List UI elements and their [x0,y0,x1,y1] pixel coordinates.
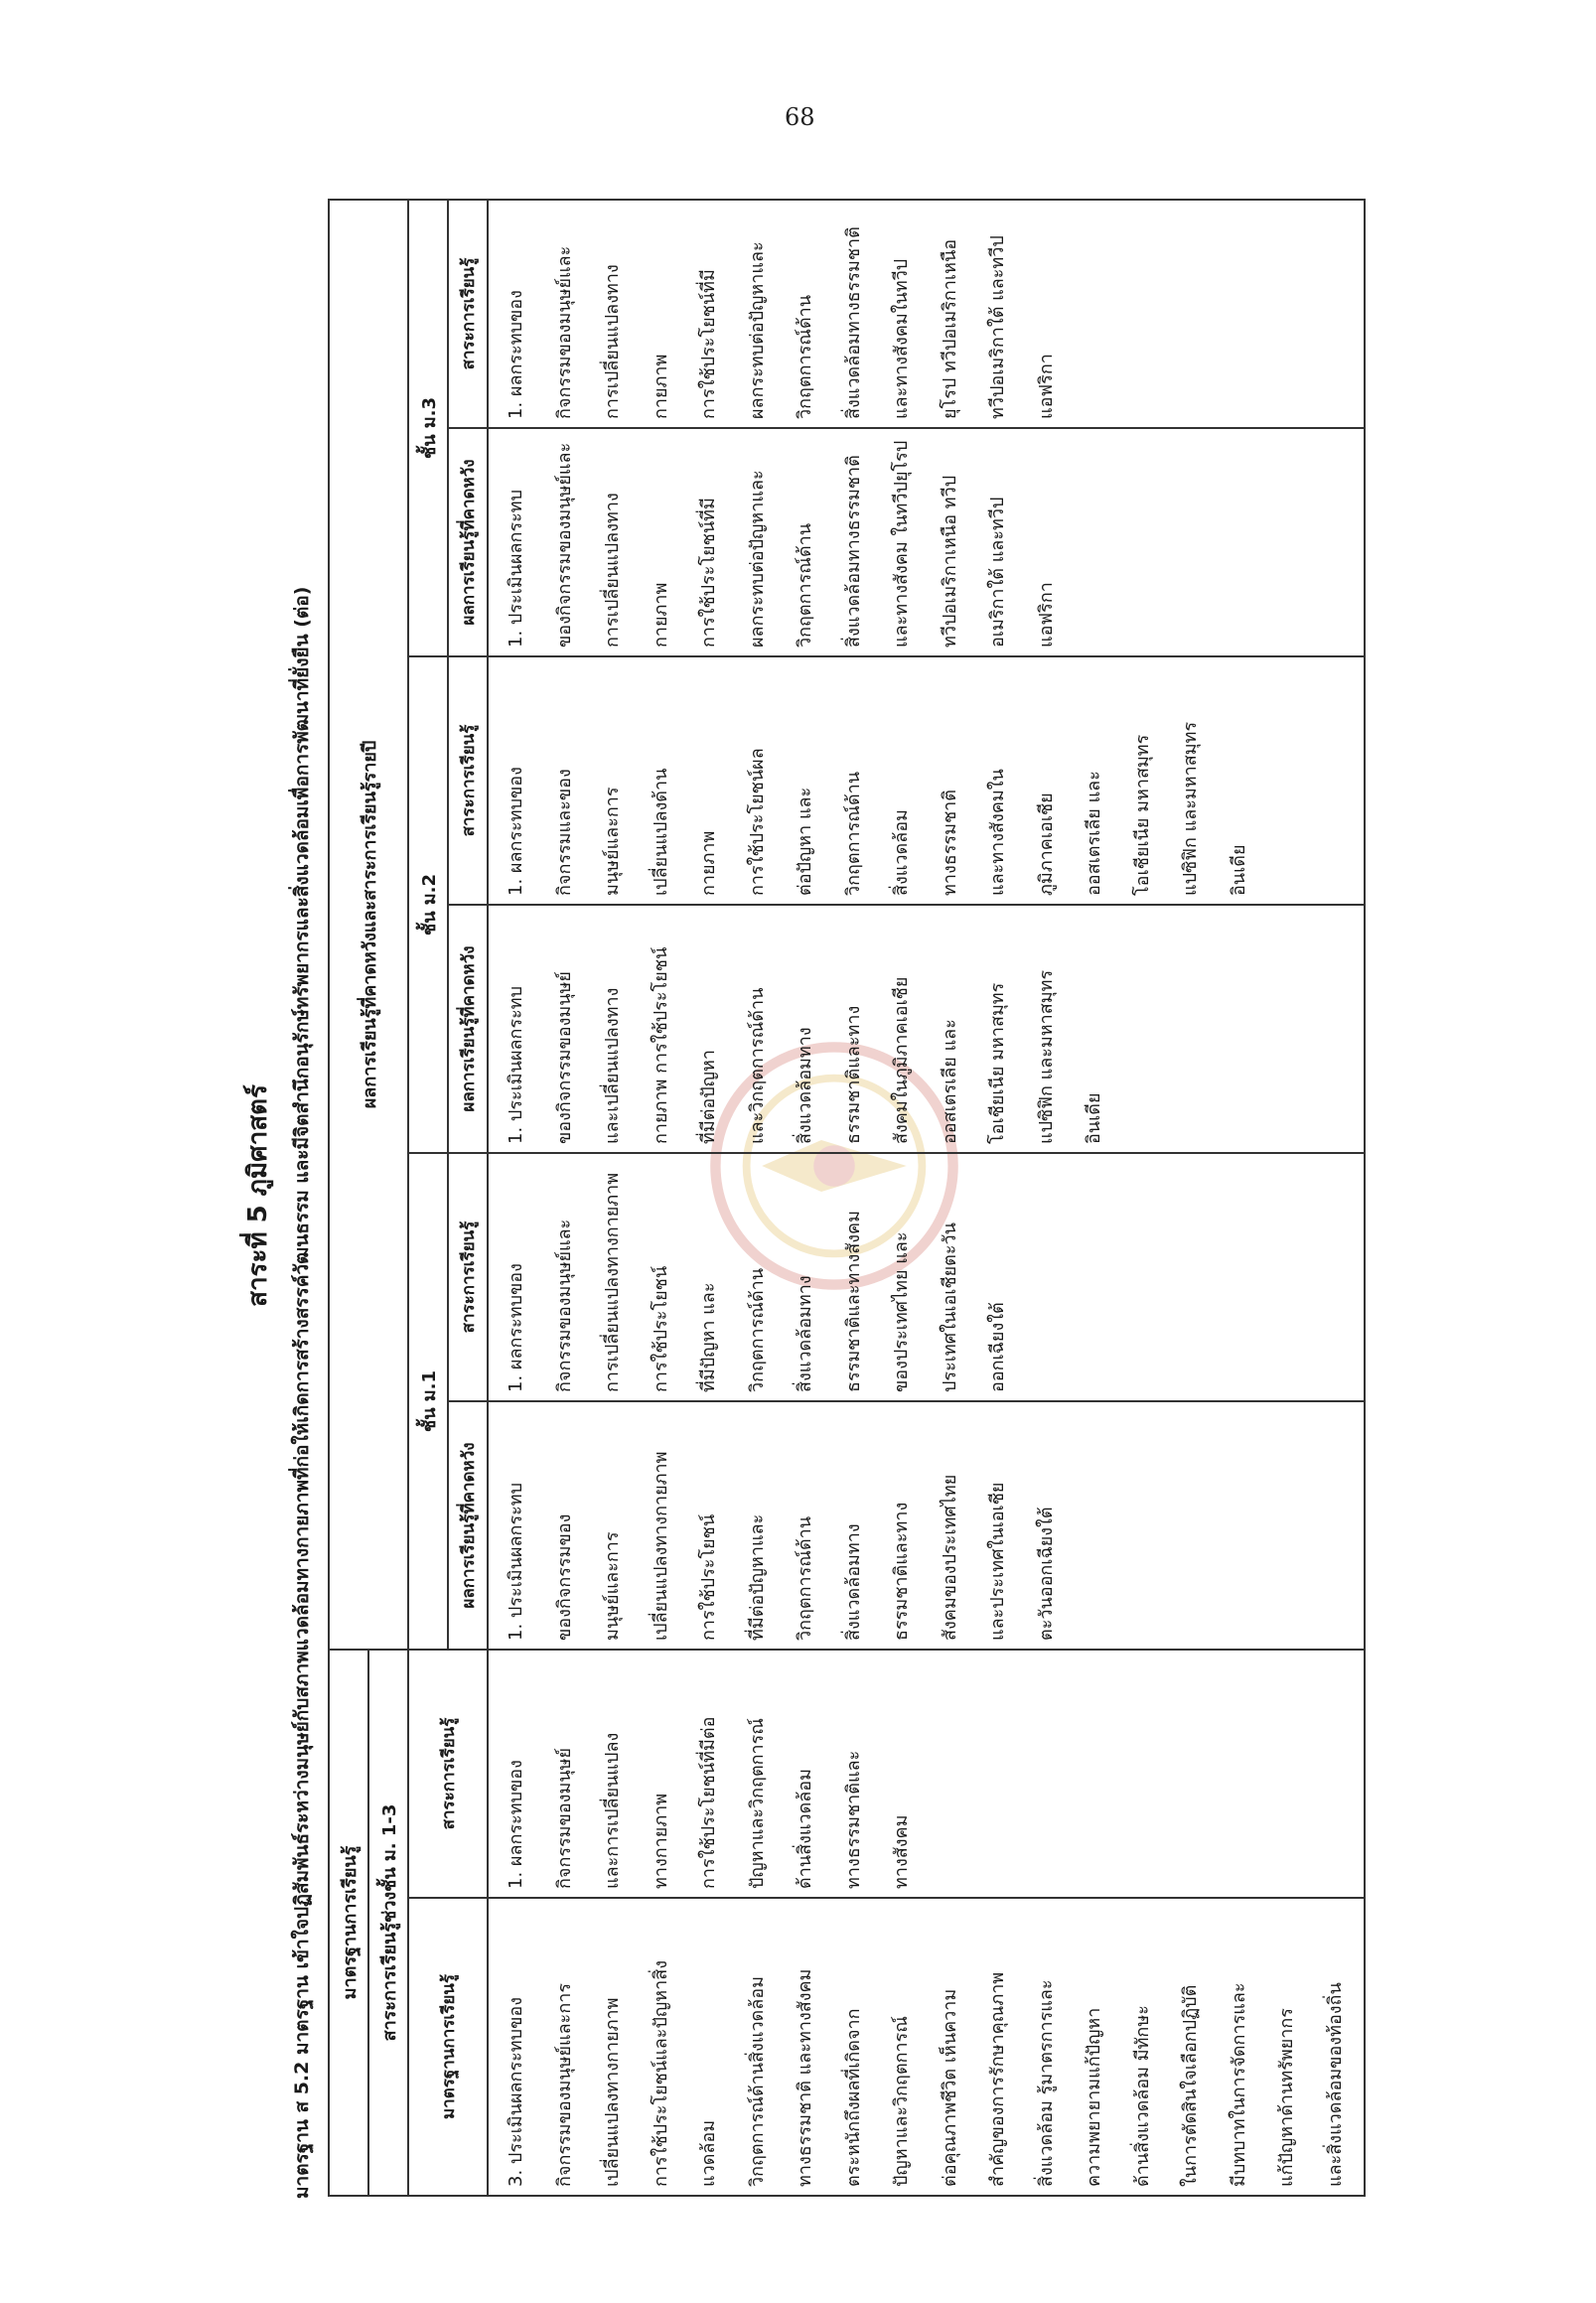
standard-subtitle: มาตรฐาน ส 5.2 มาตรฐาน เข้าใจปฏิสัมพันธ์ระหว่างมนุษย์กับสภาพแวดล้อมทางกายภาพที่ก่อให้เกิดการสร้างสรรค์วัฒนธรรม และมีจิตสำนึกอนุรักษ์ทรัพยากรและสิ่งแวดล้อมเพื่อการพัฒนาที่ยั่งยืน (ต่อ) [291,586,313,2199]
header-expected-outcomes: ผลการเรียนรู้ที่คาดหวังและสาระการเรียนรู้รายปี [329,200,408,1650]
header-m2-content: สาระการเรียนรู้ [448,656,488,905]
header-grade-m2: ชั้น ม.2 [408,656,448,1153]
m1-content-text: 1. ผลกระทบของ กิจกรรมของมนุษย์และ การเปลี่ยนแปลงทางกายภาพ การใช้ประโยชน์ ที่มีปัญหา และ วิกฤตการณ์ด้าน สิ่งแวดล้อมทาง ธรรมชาติและทางสังคม ของประเทศไทย และ ประเทศในเอเชียตะวัน ออกเฉียงใต้ [506,1172,1008,1392]
header-grade-m3: ชั้น ม.3 [408,200,448,656]
m2-outcome-text: 1. ประเมินผลกระทบ ของกิจกรรมของมนุษย์ และเปลี่ยนแปลงทาง กายภาพ การใช้ประโยชน์ ที่มีต่อปัญหา และวิกฤตการณ์ด้าน สิ่งแวดล้อมทาง ธรรมชาติและทาง สังคมในภูมิภาคเอเชีย ออสเตรเลีย และ โอเชียเนีย มหาสมุทร แปซิฟิก และมหาสมุทร อินเดีย [506,946,1104,1144]
cell-m2-outcome [488,905,1365,1153]
standard-text: 3. ประเมินผลกระทบของ กิจกรรมของมนุษย์และการ เปลี่ยนแปลงทางกายภาพ การใช้ประโยชน์และปัญหาสิ่งแวดล้อม วิกฤตการณ์ด้านสิ่งแวดล้อม ทางธรรมชาติ และทางสังคม ตระหนักถึงผลที่เกิดจาก ปัญหาและวิกฤตการณ์ ต่อคุณภาพชีวิต เห็นความ สำคัญของการรักษาคุณภาพ สิ่งแวดล้อม รู้มาตรการและ ความพยายามแก้ปัญหา ด้านสิ่งแวดล้อม มีทักษะ ในการตัดสินใจเลือกปฏิบัติ มีบทบาทในการจัดการและ แก้ปัญหาด้านทรัพยากร และสิ่งแวดล้อมของท้องถิ่น [506,1960,1346,2187]
cell-m3-outcome [488,428,1365,656]
page-title: สาระที่ 5 ภูมิศาสตร์ [243,1084,273,1307]
cell-m1-content [488,1153,1365,1401]
cell-content-m13 [488,1650,1365,1898]
m2-content-text: 1. ผลกระทบของ กิจกรรมและของ มนุษย์และการ เปลี่ยนแปลงด้าน กายภาพ การใช้ประโยชน์ผล ต่อปัญหา และ วิกฤตการณ์ด้าน สิ่งแวดล้อม ทางธรรมชาติ และทางสังคมใน ภูมิภาคเอเชีย ออสเตรเลีย และ โอเชียเนีย มหาสมุทร แปซิฟิก และมหาสมุทร อินเดีย [506,721,1249,896]
cell-m3-content [488,200,1365,428]
header-m3-content: สาระการเรียนรู้ [448,200,488,428]
cell-standard [488,1898,1365,2196]
m1-outcome-text: 1. ประเมินผลกระทบ ของกิจกรรมของ มนุษย์และการ เปลี่ยนแปลงทางกายภาพ การใช้ประโยชน์ ที่มีต่อปัญหาและ วิกฤตการณ์ด้าน สิ่งแวดล้อมทาง ธรรมชาติและทาง สังคมของประเทศไทย และประเทศในเอเชีย ตะวันออกเฉียงใต้ [506,1451,1057,1641]
curriculum-table [328,199,1366,2197]
header-standards-m13: สาระการเรียนรู้ช่วงชั้น ม. 1-3 [368,1650,408,2196]
rotated-table-sheet [238,183,1351,2209]
header-m2-outcome: ผลการเรียนรู้ที่คาดหวัง [448,905,488,1153]
header-col-standard: มาตรฐานการเรียนรู้ [408,1898,488,2196]
header-standards-group: มาตรฐานการเรียนรู้ [329,1650,368,2196]
m3-outcome-text: 1. ประเมินผลกระทบ ของกิจกรรมของมนุษย์และ การเปลี่ยนแปลงทางกายภาพ การใช้ประโยชน์ที่มี ผลกระทบต่อปัญหาและ วิกฤตการณ์ด้าน สิ่งแวดล้อมทางธรรมชาติ และทางสังคม ในทวีปยุโรป ทวีปอเมริกาเหนือ ทวีป อเมริกาใต้ และทวีปแอฟริกา [506,440,1057,648]
content-m13-text: 1. ผลกระทบของ กิจกรรมของมนุษย์ และการเปลี่ยนแปลง ทางกายภาพ การใช้ประโยชน์ที่มีต่อ ปัญหาและวิกฤตการณ์ ด้านสิ่งแวดล้อม ทางธรรมชาติและ ทางสังคม [506,1716,912,1889]
header-m1-content: สาระการเรียนรู้ [448,1153,488,1401]
m3-content-text: 1. ผลกระทบของ กิจกรรมของมนุษย์และ การเปลี่ยนแปลงทางกายภาพ การใช้ประโยชน์ที่มี ผลกระทบต่อปัญหาและ วิกฤตการณ์ด้าน สิ่งแวดล้อมทางธรรมชาติ และทางสังคมในทวีป ยุโรป ทวีปอเมริกาเหนือ ทวีปอเมริกาใต้ และทวีป แอฟริกา [506,226,1057,419]
header-grade-m1: ชั้น ม.1 [408,1153,448,1650]
page-number: 68 [785,103,815,131]
cell-m1-outcome [488,1401,1365,1650]
cell-m2-content [488,656,1365,905]
header-m1-outcome: ผลการเรียนรู้ที่คาดหวัง [448,1401,488,1650]
header-m3-outcome: ผลการเรียนรู้ที่คาดหวัง [448,428,488,656]
header-col-content-m13: สาระการเรียนรู้ [408,1650,488,1898]
